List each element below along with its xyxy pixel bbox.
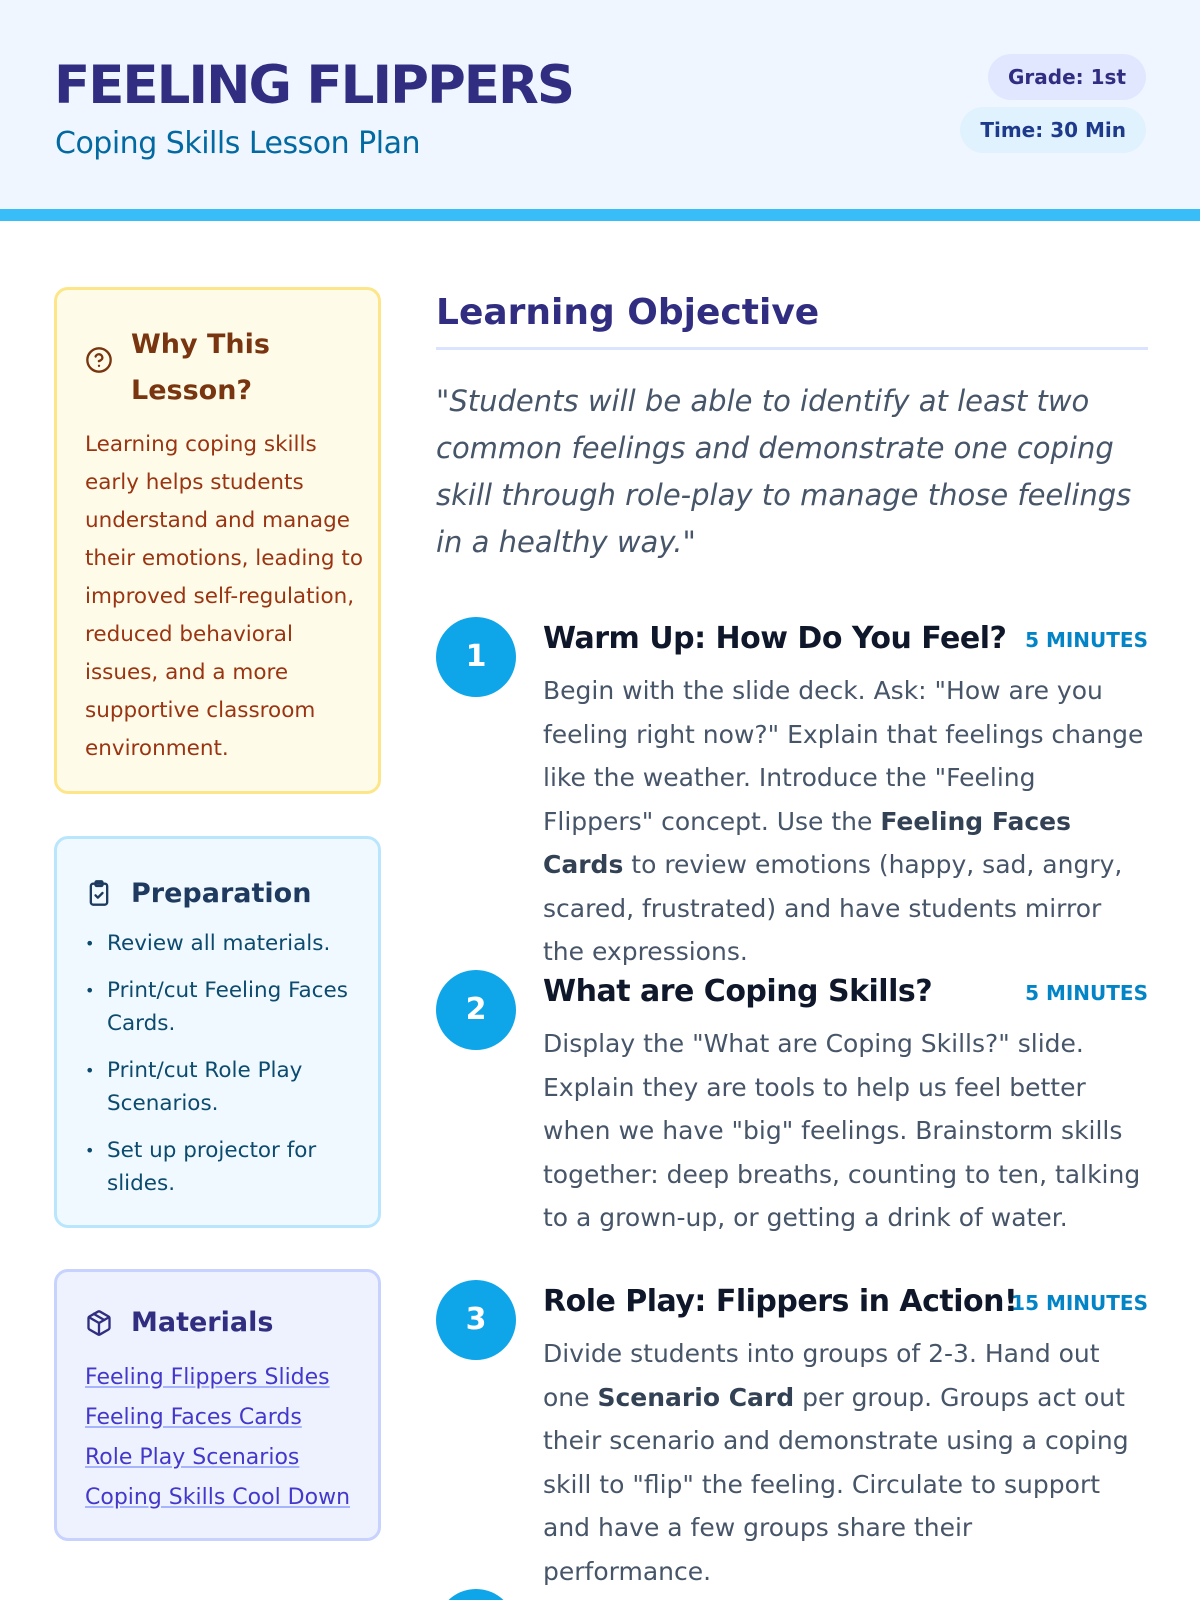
step-body-bold: Feeling Faces Cards <box>543 806 1071 879</box>
why-title: Why This Lesson? <box>131 329 270 406</box>
why-card <box>54 287 381 794</box>
why-text: Learning coping skills early helps students understand and manage their emotions, leading to improved self-regulation, reduced behavioral issues, and a more supportive classroom environment. <box>85 432 363 761</box>
step-title: What are Coping Skills? <box>543 974 933 1009</box>
materials-links <box>85 1358 365 1518</box>
step-title: Role Play: Flippers in Action! <box>543 1284 1018 1319</box>
list-item: • Set up projector for slides. <box>85 1134 365 1200</box>
step-duration: 15 MINUTES <box>1011 1291 1148 1315</box>
material-link-slides[interactable]: Feeling Flippers Slides <box>85 1365 330 1390</box>
step-number: 1 <box>436 617 516 697</box>
material-link-feeling-faces[interactable]: Feeling Faces Cards <box>85 1405 302 1430</box>
step-body-text: to review emotions (happy, sad, angry, scared, frustrated) and have students mirror the expressions. <box>543 850 1123 966</box>
materials-card <box>54 1269 381 1541</box>
step-body <box>543 1332 1148 1593</box>
list-item: • Print/cut Feeling Faces Cards. <box>85 974 365 1040</box>
package-icon <box>85 1309 113 1337</box>
grade-badge: Grade: 1st <box>988 54 1146 100</box>
time-badge: Time: 30 Min <box>960 107 1146 153</box>
step-body-text: Divide students into groups of 2-3. Hand out one <box>543 1339 1100 1412</box>
step-body <box>543 669 1148 974</box>
clipboard-check-icon <box>85 879 113 907</box>
preparation-list <box>85 927 365 1214</box>
preparation-card <box>54 836 381 1228</box>
objective-title: Learning Objective <box>436 286 1148 350</box>
step-number: 3 <box>436 1280 516 1360</box>
step-body: Display the "What are Coping Skills?" slide. Explain they are tools to help us feel better when we have "big" feelings. Brainstorm skills together: deep breaths, counting to ten, talking to a grown-up, or getting a drink of water. <box>543 1029 1141 1232</box>
step-duration: 5 MINUTES <box>1025 628 1148 652</box>
step-duration: 5 MINUTES <box>1025 981 1148 1005</box>
list-item: • Review all materials. <box>85 927 365 960</box>
list-item: • Print/cut Role Play Scenarios. <box>85 1054 365 1120</box>
step-body-text: Begin with the slide deck. Ask: "How are you feeling right now?" Explain that feelings change like the weather. Introduce the "Feeling Flippers" concept. Use the <box>543 676 1144 836</box>
step-number <box>436 1589 516 1600</box>
step-body-bold: Scenario Card <box>597 1382 795 1412</box>
page-header <box>0 0 1200 221</box>
step-body-text: per group. Groups act out their scenario and demonstrate using a coping skill to "flip" the feeling. Circulate to support and have a few groups share their performance. <box>543 1382 1129 1586</box>
step-title: Warm Up: How Do You Feel? <box>543 621 1007 656</box>
step-number: 2 <box>436 970 516 1050</box>
page-subtitle: Coping Skills Lesson Plan <box>55 126 420 161</box>
material-link-cool-down[interactable]: Coping Skills Cool Down <box>85 1485 351 1510</box>
preparation-title: Preparation <box>131 878 312 909</box>
objective-quote: "Students will be able to identify at least two common feelings and demonstrate one coping skill through role-play to manage those feelings in a healthy way." <box>436 384 1132 559</box>
materials-title: Materials <box>131 1307 274 1338</box>
material-link-role-play[interactable]: Role Play Scenarios <box>85 1445 300 1470</box>
question-circle-icon <box>85 346 113 374</box>
page-title: FEELING FLIPPERS <box>54 55 573 116</box>
